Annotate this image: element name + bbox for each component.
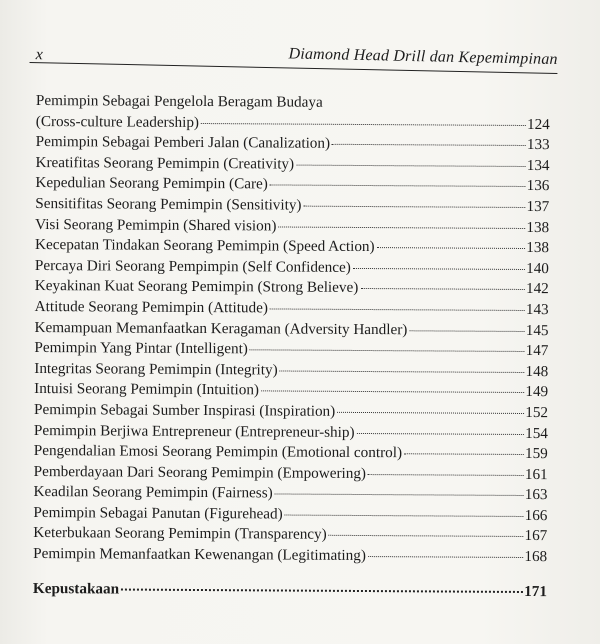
toc-entry-title: Visi Seorang Pemimpin (Shared vision)	[35, 215, 277, 235]
dot-leader	[261, 391, 524, 394]
toc-entry-page: 145	[525, 321, 549, 339]
toc-entry-page: 161	[524, 465, 548, 483]
toc-entry-title: Pengendalian Emosi Seorang Pemimpin (Emotional control)	[33, 442, 403, 462]
dot-leader	[275, 494, 524, 497]
toc-entry-page: 167	[524, 527, 548, 545]
toc-entry-page: 166	[524, 506, 548, 525]
toc-entry-page: 137	[526, 197, 550, 216]
dot-leader	[360, 288, 525, 290]
toc-entry-bibliography	[33, 579, 547, 603]
toc-entry-title: Kecepatan Tindakan Seorang Pemimpin (Speed Action)	[35, 236, 375, 256]
toc-entry-title: Keadilan Seorang Pemimpin (Fairness)	[33, 483, 273, 502]
dot-leader	[270, 185, 526, 188]
toc-entry-title: Pemberdayaan Dari Seorang Pemimpin (Empowering)	[33, 462, 367, 482]
toc-entry-title: Kemampuan Memanfaatkan Keragaman (Adversity Handler)	[34, 318, 408, 338]
dot-leader	[329, 535, 524, 537]
toc-entry-page: 148	[525, 362, 549, 380]
dot-leader	[337, 412, 524, 414]
toc-entry-page: 142	[525, 280, 549, 298]
toc-entry-page: 149	[525, 383, 549, 401]
toc-entry-page: 133	[526, 136, 550, 154]
toc-entry-page: 168	[524, 548, 548, 566]
toc-entry-title: (Cross-culture Leadership)	[35, 112, 200, 131]
toc-entry-page: 140	[526, 259, 549, 277]
toc-entry-first-line: Pemimpin Sebagai Pengelola Beragam Budaya	[35, 91, 323, 111]
toc-entry-page: 163	[524, 486, 548, 504]
page-number: x	[35, 46, 43, 64]
dot-leader	[304, 206, 526, 208]
toc-entry-page: 124	[526, 115, 550, 133]
dot-leader	[278, 226, 525, 229]
dot-leader	[332, 144, 526, 146]
dot-leader	[201, 123, 526, 126]
toc-entry-title: Integritas Seorang Pemimpin (Integrity)	[34, 359, 278, 379]
toc-entry-page: 171	[524, 582, 548, 600]
dot-leader	[357, 432, 525, 434]
toc-entry-title: Intuisi Seorang Pemimpin (Intuition)	[34, 380, 260, 399]
toc-entry-title: Sensitifitas Seorang Pemimpin (Sensitivity)	[35, 194, 302, 214]
toc-entry-title: Kreatifitas Seorang Pemimpin (Creativity)	[35, 153, 295, 173]
dot-leader	[353, 268, 525, 270]
table-of-contents	[33, 91, 550, 602]
toc-entry-title: Pemimpin Berjiwa Entrepreneur (Entrepreneur-ship)	[33, 421, 355, 441]
toc-entry-page: 134	[526, 156, 550, 174]
toc-entry-title: Pemimpin Sebagai Sumber Inspirasi (Inspiration)	[34, 400, 336, 420]
dot-leader	[404, 453, 524, 455]
toc-entry-title: Pemimpin Sebagai Pemberi Jalan (Canalization)	[35, 133, 331, 152]
dot-leader	[250, 349, 525, 352]
toc-entry-title: Keterbukaan Seorang Pemimpin (Transparency)	[33, 524, 327, 544]
toc-entry-title: Percaya Diri Seorang Pempimpin (Self Confidence)	[34, 256, 351, 276]
toc-entry-page: 152	[525, 403, 549, 422]
toc-entry-title: Attitude Seorang Pemimpin (Attitude)	[34, 297, 268, 317]
toc-entries	[33, 112, 550, 568]
toc-entry-title: Keyakinan Kuat Seorang Pemimpin (Strong Believe)	[34, 277, 359, 297]
running-title: Diamond Head Drill dan Kepemimpinan	[288, 45, 558, 69]
toc-entry-page: 136	[526, 177, 550, 195]
dot-leader	[368, 474, 524, 476]
page-header	[29, 40, 557, 77]
dot-leader	[377, 247, 526, 249]
dot-leader	[368, 556, 523, 558]
toc-entry-title: Pemimpin Sebagai Panutan (Figurehead)	[33, 503, 283, 523]
toc-entry-title: Kepedulian Seorang Pemimpin (Care)	[35, 174, 268, 193]
toc-entry-page: 138	[526, 218, 550, 236]
toc-entry-page: 154	[525, 424, 548, 442]
toc-entry-page: 138	[526, 239, 550, 257]
dot-leader	[409, 330, 524, 332]
dot-leader	[280, 370, 525, 372]
toc-entry-title: Pemimpin Yang Pintar (Intelligent)	[34, 339, 248, 358]
toc-entry-title: Pemimpin Memanfaatkan Kewenangan (Legitimating)	[33, 545, 366, 565]
toc-entry-title: Kepustakaan	[32, 579, 120, 598]
dot-leader	[121, 588, 523, 592]
toc-entry-page: 147	[525, 342, 549, 360]
toc-entry-page: 159	[524, 445, 548, 463]
toc-entry-page: 143	[525, 300, 549, 319]
dot-leader	[296, 164, 526, 166]
dot-leader	[285, 514, 524, 516]
toc-entry	[33, 544, 547, 568]
dot-leader	[270, 308, 525, 311]
